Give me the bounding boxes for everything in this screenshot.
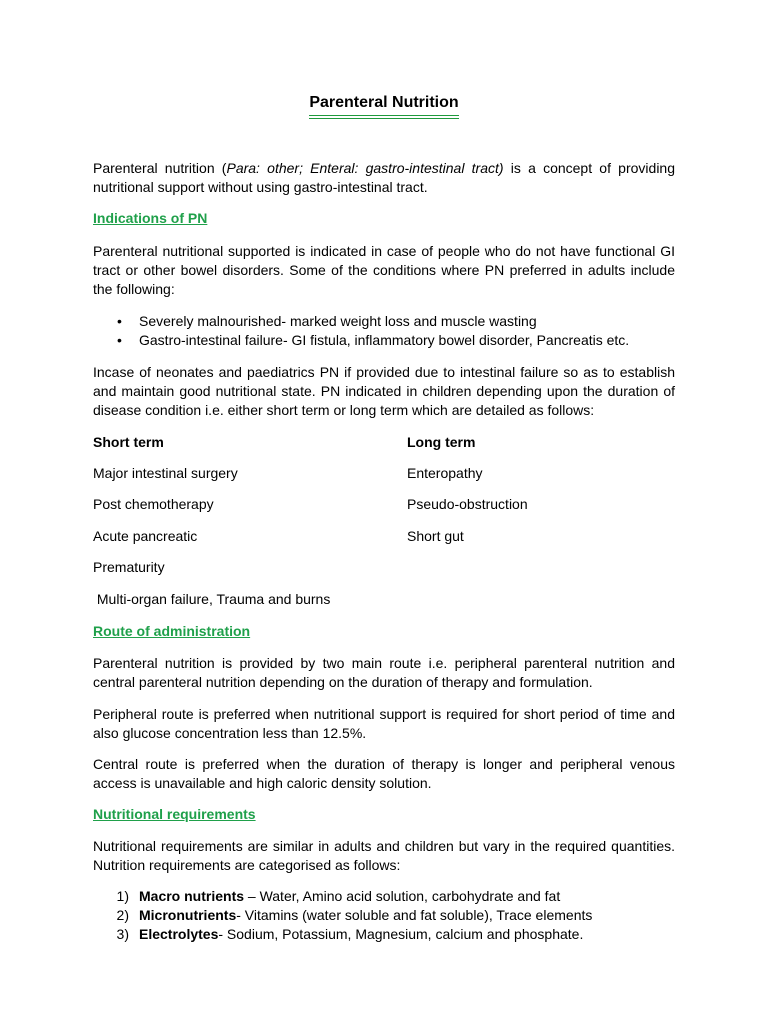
bullet-icon: •	[117, 313, 122, 329]
list-item: 3) Electrolytes- Sodium, Potassium, Magnesium, calcium and phosphate.	[116, 926, 584, 942]
long-term-item: Short gut	[407, 528, 464, 544]
indications-heading: Indications of PN	[93, 210, 208, 226]
list-item: • Severely malnourished- marked weight loss and muscle wasting	[117, 313, 537, 329]
indications-paragraph: Parenteral nutritional supported is indicated in case of people who do not have functional GI tract or other bowel disorders. Some of the conditions where PN preferred in adults include the following:	[93, 243, 675, 297]
list-item: 1) Macro nutrients – Water, Amino acid solution, carbohydrate and fat	[116, 888, 561, 904]
page-title: Parenteral Nutrition	[0, 92, 768, 116]
short-term-item: Acute pancreatic	[93, 528, 198, 544]
route-paragraph: Parenteral nutrition is provided by two main route i.e. peripheral parenteral nutrition and central parenteral nutrition depending on the duration of therapy and formulation.	[93, 655, 675, 690]
peripheral-route-paragraph: Peripheral route is preferred when nutritional support is required for short period of time and also glucose concentration less than 12.5%.	[93, 706, 675, 741]
requirements-numbered-list	[93, 887, 675, 944]
short-term-item: Multi-organ failure, Trauma and burns	[93, 591, 331, 607]
paediatric-paragraph: Incase of neonates and paediatrics PN if provided due to intestinal failure so as to establish and maintain good nutritional state. PN indicated in children depending upon the duration of disease condition i.e. either short term or long term which are detailed as follows:	[93, 364, 675, 418]
list-item: • Gastro-intestinal failure- GI fistula, inflammatory bowel disorder, Pancreatis etc.	[117, 332, 630, 348]
short-term-item: Prematurity	[93, 559, 165, 575]
requirements-heading: Nutritional requirements	[93, 806, 256, 822]
list-item: 2) Micronutrients- Vitamins (water soluble and fat soluble), Trace elements	[116, 907, 593, 923]
short-term-item: Post chemotherapy	[93, 496, 214, 512]
central-route-paragraph: Central route is preferred when the duration of therapy is longer and peripheral venous access is unavailable and high caloric density solution.	[93, 756, 675, 791]
long-term-item: Pseudo-obstruction	[407, 496, 528, 512]
short-term-item: Major intestinal surgery	[93, 465, 238, 481]
short-term-label: Short term	[93, 434, 164, 450]
indications-bullet-list	[93, 312, 675, 350]
long-term-label: Long term	[407, 434, 476, 450]
route-heading: Route of administration	[93, 623, 251, 639]
long-term-item: Enteropathy	[407, 465, 483, 481]
intro-paragraph: Parenteral nutrition (Para: other; Enteral: gastro-intestinal tract) is a concept of providing nutritional support without using gastro-intestinal tract.	[93, 160, 675, 195]
requirements-paragraph: Nutritional requirements are similar in adults and children but vary in the required quantities. Nutrition requirements are categorised as follows:	[93, 838, 675, 873]
bullet-icon: •	[117, 332, 122, 348]
